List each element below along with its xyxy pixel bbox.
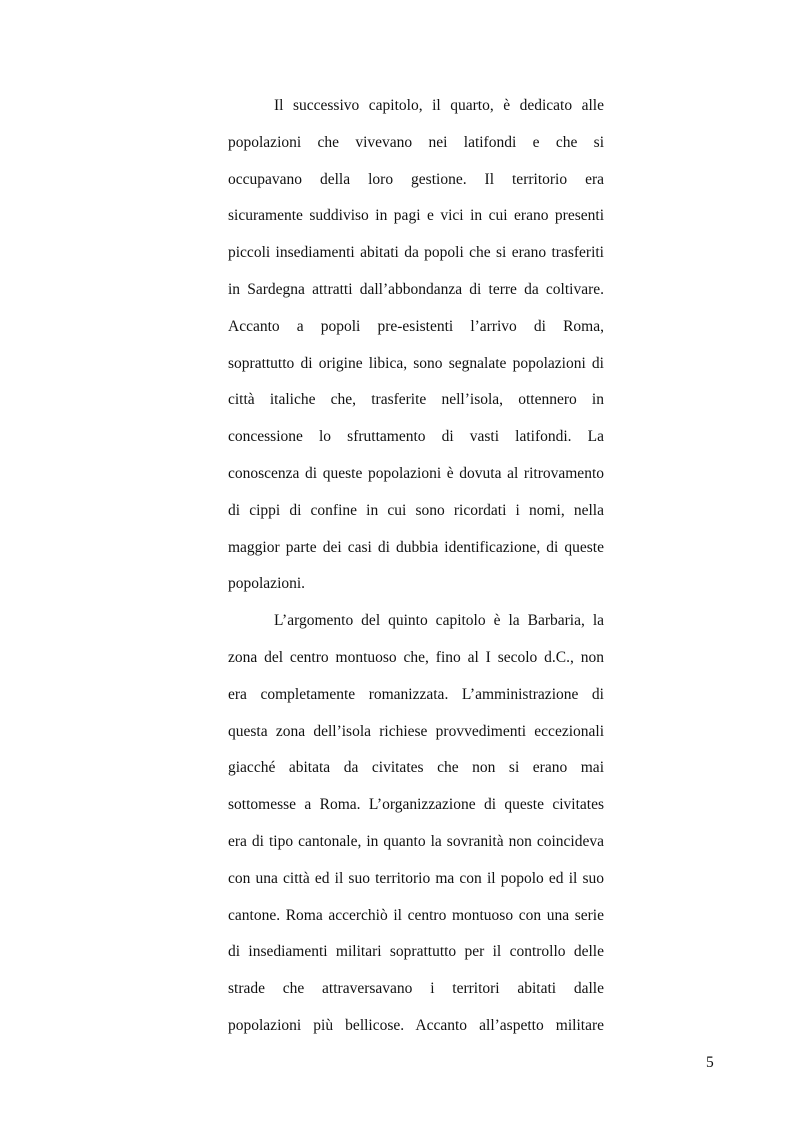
text-line: di insediamenti militari soprattutto per il controllo delle bbox=[228, 943, 604, 961]
paragraph-1 bbox=[228, 88, 604, 603]
text-line: cantone. Roma accerchiò il centro montuoso con una serie bbox=[228, 906, 604, 924]
paragraph-2 bbox=[228, 603, 604, 1045]
text-line: era completamente romanizzata. L’amministrazione di bbox=[228, 685, 604, 703]
body-text bbox=[228, 88, 604, 1045]
text-line: con una città ed il suo territorio ma con il popolo ed il suo bbox=[228, 869, 604, 887]
text-line: città italiche che, trasferite nell’isola, ottennero in bbox=[228, 391, 604, 409]
text-line: era di tipo cantonale, in quanto la sovranità non coincideva bbox=[228, 832, 604, 850]
text-line: conoscenza di queste popolazioni è dovuta al ritrovamento bbox=[228, 464, 604, 482]
text-line: soprattutto di origine libica, sono segnalate popolazioni di bbox=[228, 354, 604, 372]
text-line: questa zona dell’isola richiese provvedimenti eccezionali bbox=[228, 722, 604, 740]
text-line: popolazioni. bbox=[228, 575, 306, 593]
text-line: Accanto a popoli pre-esistenti l’arrivo di Roma, bbox=[228, 317, 604, 335]
text-line: sottomesse a Roma. L’organizzazione di queste civitates bbox=[228, 796, 604, 814]
text-line: popolazioni più bellicose. Accanto all’aspetto militare bbox=[228, 1016, 604, 1034]
text-line: piccoli insediamenti abitati da popoli che si erano trasferiti bbox=[228, 244, 604, 262]
page-number: 5 bbox=[706, 1054, 714, 1071]
text-line: zona del centro montuoso che, fino al I secolo d.C., non bbox=[228, 648, 604, 666]
text-line: popolazioni che vivevano nei latifondi e che si bbox=[228, 133, 604, 151]
text-line: occupavano della loro gestione. Il territorio era bbox=[228, 170, 604, 188]
text-line: maggior parte dei casi di dubbia identificazione, di queste bbox=[228, 538, 604, 556]
text-line: L’argomento del quinto capitolo è la Barbaria, la bbox=[274, 612, 604, 630]
text-line: giacché abitata da civitates che non si erano mai bbox=[228, 759, 604, 777]
text-line: strade che attraversavano i territori abitati dalle bbox=[228, 980, 604, 998]
text-line: concessione lo sfruttamento di vasti latifondi. La bbox=[228, 428, 604, 446]
text-line: in Sardegna attratti dall’abbondanza di terre da coltivare. bbox=[228, 280, 604, 298]
text-line: di cippi di confine in cui sono ricordati i nomi, nella bbox=[228, 501, 604, 519]
text-line: sicuramente suddiviso in pagi e vici in cui erano presenti bbox=[228, 207, 604, 225]
text-line: Il successivo capitolo, il quarto, è dedicato alle bbox=[274, 97, 604, 114]
